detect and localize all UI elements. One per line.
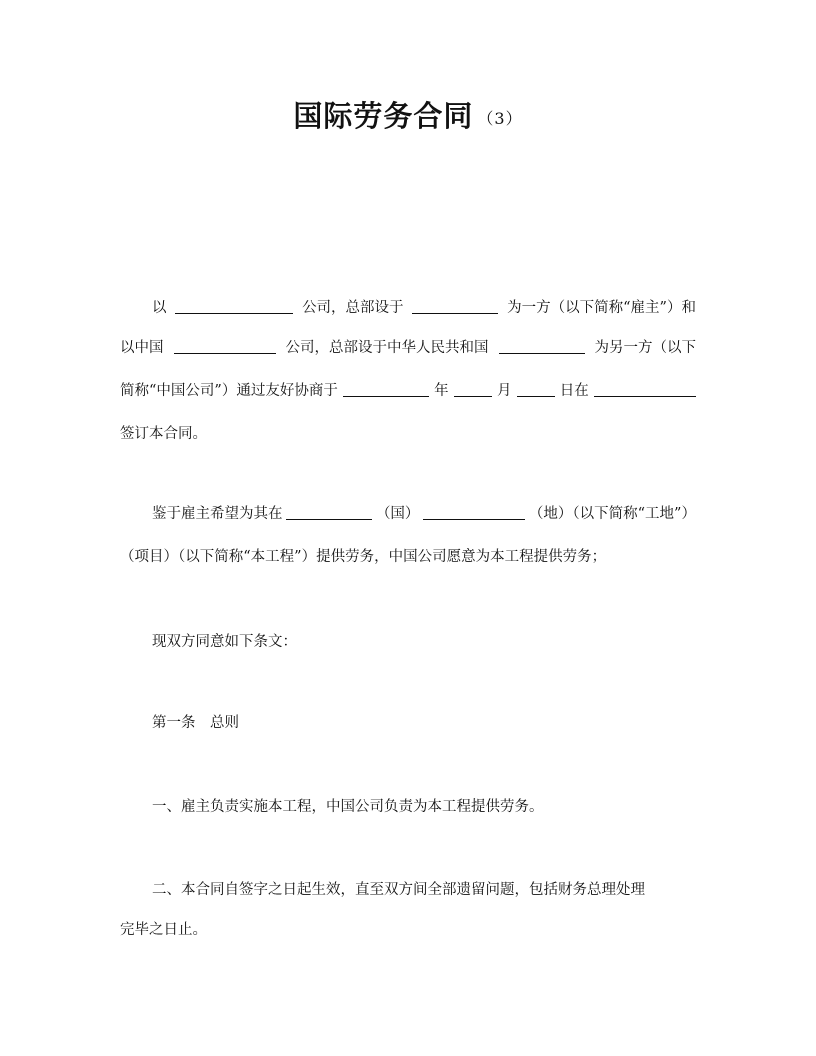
chinese-company-hq-blank: [499, 338, 585, 354]
location-blank: [423, 504, 525, 520]
preamble-text-2b: 公司，总部设于中华人民共和国: [285, 340, 489, 356]
whereas-text-1b: （国）: [375, 506, 420, 522]
preamble-text-1c: 为一方（以下简称“雇主”）和: [507, 300, 696, 316]
year-blank: [343, 381, 429, 397]
document-title: [0, 96, 816, 141]
preamble-text-3a: 简称“中国公司”）通过友好协商于: [120, 383, 338, 399]
whereas-text-1c: （地）（以下简称“工地”）: [528, 506, 696, 522]
preamble-text-2c: 为另一方（以下: [594, 340, 696, 356]
whereas-text-1a: 鉴于雇主希望为其在: [152, 506, 283, 522]
preamble-text-1b: 公司，总部设于: [302, 300, 404, 316]
signing-place-blank: [594, 381, 696, 397]
preamble-line-3: [120, 381, 696, 401]
preamble-year-label: 年: [434, 383, 449, 399]
preamble-text-3d: 日在: [559, 383, 589, 399]
clause-2-line-1: 二、本合同自签字之日起生效，直至双方间全部遗留问题，包括财务总理处理: [152, 882, 645, 898]
title-number: （3）: [477, 109, 523, 128]
preamble-text-2a: 以中国: [120, 340, 164, 356]
clause-1: 一、雇主负责实施本工程，中国公司负责为本工程提供劳务。: [152, 799, 544, 815]
whereas-line-1: [152, 504, 696, 524]
chinese-company-name-blank: [174, 338, 276, 354]
country-blank: [286, 504, 372, 520]
preamble-text-1a: 以: [152, 300, 167, 316]
agreement-intro: 现双方同意如下条文：: [152, 634, 297, 650]
article-1-heading: 第一条 总则: [152, 715, 239, 731]
preamble-line-4: 签订本合同。: [120, 426, 207, 442]
title-text: 国际劳务合同: [293, 99, 474, 133]
preamble-line-1: [152, 298, 696, 318]
month-blank: [454, 381, 492, 397]
preamble-month-label: 月: [496, 383, 512, 399]
employer-hq-blank: [412, 298, 498, 314]
preamble-line-2: [120, 338, 696, 358]
day-blank: [517, 381, 555, 397]
employer-name-blank: [175, 298, 293, 314]
whereas-line-2: （项目）（以下简称“本工程”）提供劳务，中国公司愿意为本工程提供劳务；: [120, 549, 607, 565]
clause-2-line-2: 完毕之日止。: [120, 922, 207, 938]
